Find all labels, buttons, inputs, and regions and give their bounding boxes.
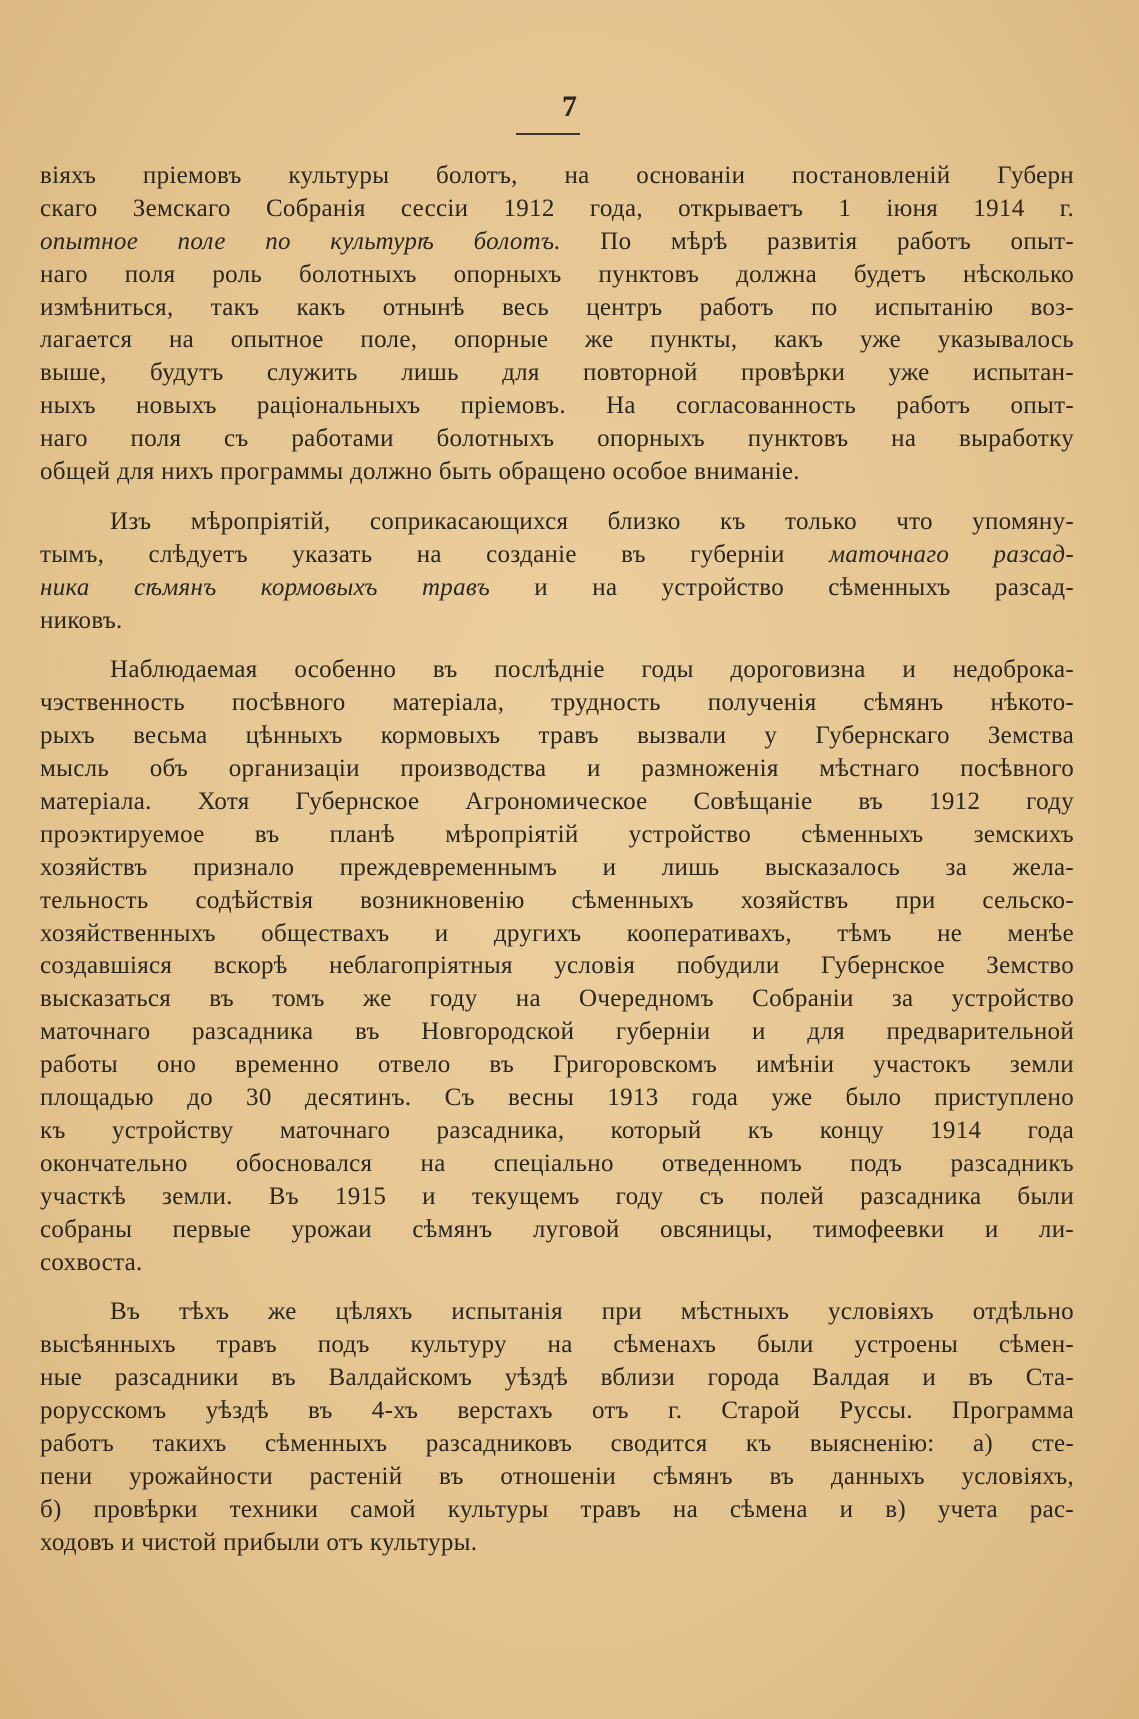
text-line: работъ такихъ сѣменныхъ разсадниковъ сводится къ выясненію: а) сте- — [40, 1429, 1074, 1457]
text-line: ные разсадники въ Валдайскомъ уѣздѣ вблизи города Валдая и въ Ста- — [40, 1364, 1074, 1392]
text-line: высказаться въ томъ же году на Очередномъ Собраніи за устройство — [40, 985, 1074, 1013]
text-line: никовъ. — [40, 606, 123, 634]
text-line: хозяйствъ признало преждевременнымъ и лишь высказалось за жела- — [40, 853, 1074, 881]
text-line: участкѣ земли. Въ 1915 и текущемъ году съ полей разсадника были — [40, 1182, 1074, 1210]
paragraph — [40, 1296, 1074, 1559]
text-line: віяхъ пріемовъ культуры болотъ, на основаніи постановленій Губерн — [40, 162, 1074, 189]
text-line — [40, 572, 1074, 605]
paragraph — [40, 160, 1074, 489]
text-line: б) провѣрки техники самой культуры травъ на сѣмена и в) учета рас- — [40, 1495, 1074, 1523]
page-number-rule — [516, 133, 580, 135]
page-number: 7 — [562, 90, 577, 123]
text-line: работы оно временно отвело въ Григоровскомъ имѣніи участокъ земли — [40, 1051, 1074, 1079]
text-line: Въ тѣхъ же цѣляхъ испытанія при мѣстныхъ условіяхъ отдѣльно — [110, 1298, 1074, 1326]
text-span: По мѣрѣ развитія работъ опыт- — [560, 227, 1074, 255]
emphasis-text: ника сѣмянъ кормовыхъ травъ — [40, 573, 491, 601]
text-line: сохвоста. — [40, 1248, 143, 1276]
text-line: рорусскомъ уѣздѣ въ 4-хъ верстахъ отъ г. Старой Руссы. Программа — [40, 1397, 1074, 1425]
text-span: и на устройство сѣменныхъ разсад- — [490, 573, 1075, 601]
text-line: матеріала. Хотя Губернское Агрономическое Совѣщаніе въ 1912 году — [40, 788, 1074, 816]
text-span: тымъ, слѣдуетъ указать на созданіе въ губерніи — [40, 540, 830, 568]
text-line: окончательно обосновался на спеціально отведенномъ подъ разсадникъ — [40, 1149, 1074, 1177]
text-line: пени урожайности растеній въ отношеніи сѣмянъ въ данныхъ условіяхъ, — [40, 1462, 1074, 1490]
text-line: тельность содѣйствія возникновенію сѣменныхъ хозяйствъ при сельско- — [40, 886, 1074, 914]
emphasis-text: маточнаго разсад- — [829, 540, 1074, 568]
text-line: чэственность посѣвного матеріала, трудность полученія сѣмянъ нѣкото- — [40, 689, 1074, 717]
text-line: Наблюдаемая особенно въ послѣдніе годы дороговизна и недоброка- — [110, 656, 1074, 684]
text-line: Изъ мѣропріятій, соприкасающихся близко къ только что упомяну- — [110, 507, 1074, 535]
text-line: ходовъ и чистой прибыли отъ культуры. — [40, 1528, 478, 1556]
text-line: хозяйственныхъ обществахъ и другихъ кооперативахъ, тѣмъ не менѣе — [40, 919, 1074, 947]
text-line: маточнаго разсадника въ Новгородской губерніи и для предварительной — [40, 1018, 1074, 1046]
text-line: выше, будутъ служить лишь для повторной провѣрки уже испытан- — [40, 359, 1074, 387]
body-text — [40, 160, 1074, 1560]
text-line: скаго Земскаго Собранія сессіи 1912 года, открываетъ 1 іюня 1914 г. — [40, 194, 1074, 222]
text-line: высѣянныхъ травъ подъ культуру на сѣменахъ были устроены сѣмен- — [40, 1331, 1074, 1359]
text-line — [40, 539, 1074, 572]
text-line: проэктируемое въ планѣ мѣропріятій устройство сѣменныхъ земскихъ — [40, 820, 1074, 848]
text-line: къ устройству маточнаго разсадника, который къ концу 1914 года — [40, 1116, 1074, 1144]
text-line: общей для нихъ программы должно быть обращено особое вниманіе. — [40, 458, 800, 486]
text-line: собраны первые урожаи сѣмянъ луговой овсяницы, тимофеевки и ли- — [40, 1215, 1074, 1243]
text-line: ныхъ новыхъ раціональныхъ пріемовъ. На согласованность работъ опыт- — [40, 392, 1074, 420]
paragraph — [40, 506, 1074, 638]
text-line: наго поля съ работами болотныхъ опорныхъ пунктовъ на выработку — [40, 425, 1074, 453]
text-line: мысль объ организаціи производства и размноженія мѣстнаго посѣвного — [40, 755, 1074, 783]
text-line: площадью до 30 десятинъ. Съ весны 1913 года уже было приступлено — [40, 1084, 1074, 1112]
text-line: наго поля роль болотныхъ опорныхъ пунктовъ должна будетъ нѣсколько — [40, 260, 1074, 288]
paragraph — [40, 654, 1074, 1279]
text-line: измѣниться, такъ какъ отнынѣ весь центръ работъ по испытанію воз- — [40, 293, 1074, 321]
text-line — [40, 226, 1074, 259]
text-line: рыхъ весьма цѣнныхъ кормовыхъ травъ вызвали у Губернскаго Земства — [40, 722, 1074, 750]
text-line: лагается на опытное поле, опорные же пункты, какъ уже указывалось — [40, 326, 1074, 354]
emphasis-text: опытное поле по культурѣ болотъ. — [40, 227, 561, 255]
text-line: создавшіяся вскорѣ неблагопріятныя условія побудили Губернское Земство — [40, 952, 1074, 980]
